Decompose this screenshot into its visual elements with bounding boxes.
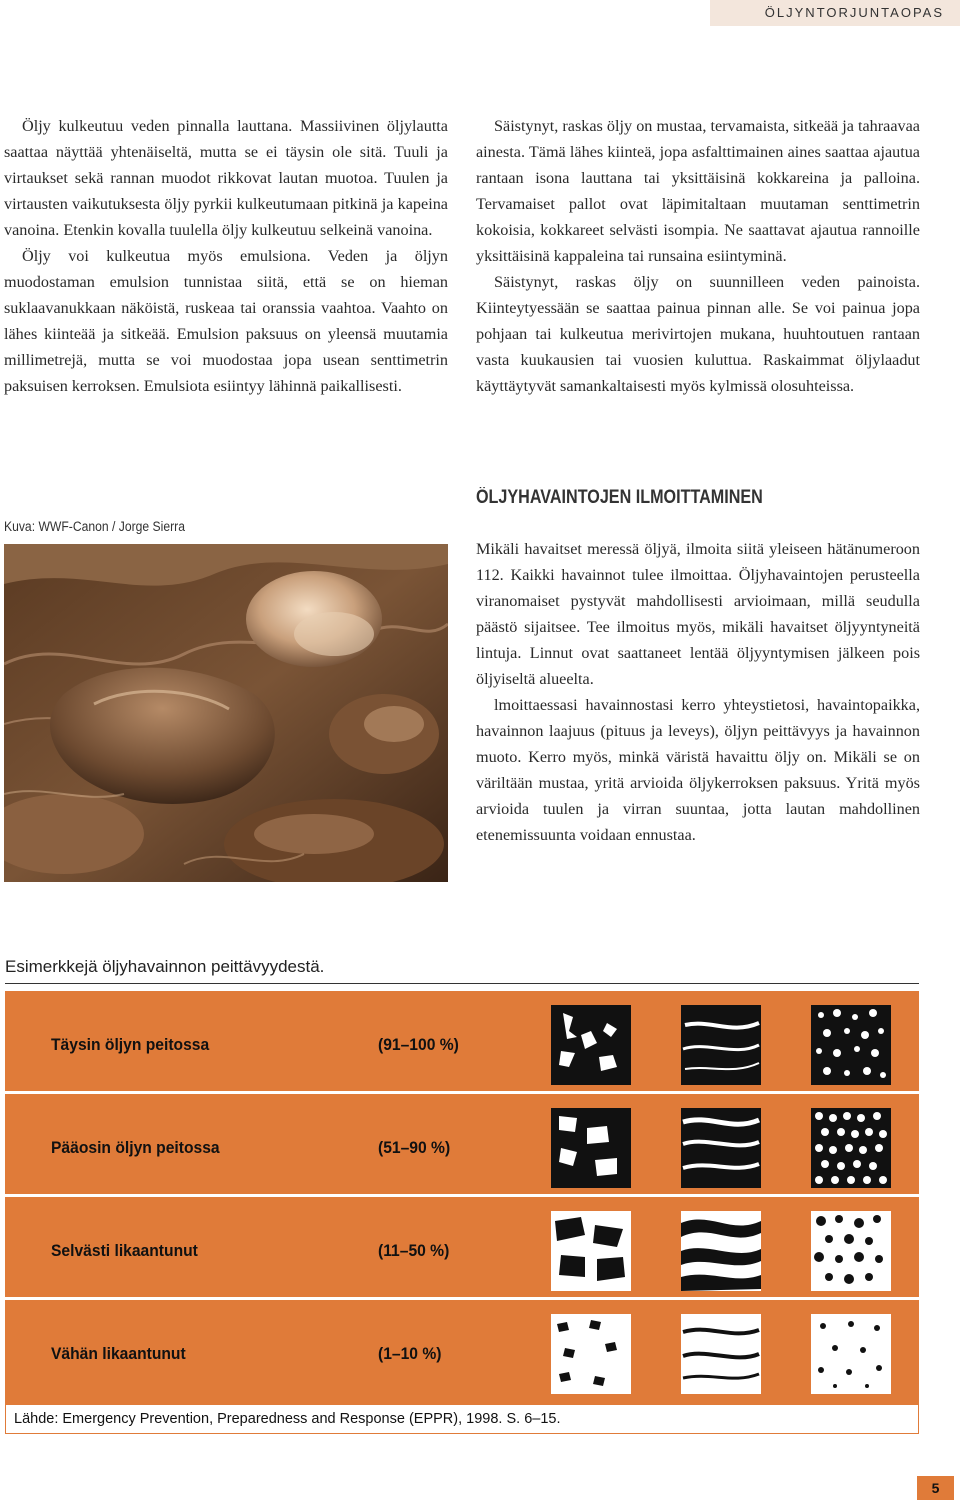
photo-caption: Kuva: WWF-Canon / Jorge Sierra bbox=[4, 519, 185, 534]
coverage-table-title: Esimerkkejä öljyhavainnon peittävyydestä. bbox=[5, 957, 325, 976]
pattern-lines-icon bbox=[681, 1314, 761, 1394]
source-citation: Lähde: Emergency Prevention, Preparedness and Response (EPPR), 1998. S. 6–15. bbox=[14, 1411, 561, 1427]
pattern-streaks-icon bbox=[551, 1314, 631, 1394]
paragraph: Öljy kulkeutuu veden pinnalla lauttana. Massiivinen öljylautta saattaa näyttää yhtenäiseltä, mutta se ei täysin ole sitä. Tuuli ja virtaukset sekä rannan muodot rikkovat lautan muotoa. Tuulen ja virtausten vaikutuksesta öljy pyrkii kulkeutumaan pitkinä ja kapeina vanoina. Etenkin kovalla tuulella öljy kulkeutuu selkeinä vanoina. bbox=[4, 117, 448, 239]
intro-left-column bbox=[4, 113, 448, 399]
coverage-row bbox=[5, 1300, 919, 1400]
oil-on-rocks-photo bbox=[4, 544, 448, 882]
coverage-label: Täysin öljyn peitossa bbox=[51, 1035, 210, 1054]
pattern-dots-icon bbox=[811, 1108, 891, 1188]
pattern-streaks-icon bbox=[551, 1108, 631, 1188]
paragraph: lmoittaessasi havainnostasi kerro yhteystietosi, havaintopaikka, havainnon laajuus (pituus ja leveys), öljyn peittävyys ja havainnon muoto. Kerro myös, minkä väristä havaittu öljy on. Mikäli se on väriltään mustaa, yritä arvioida öljykerroksen paksuus. Yritä myös arvioida tuulen ja virran suuntaa, jotta lautan mahdollinen etenemissuunta voidaan ennustaa. bbox=[476, 696, 920, 844]
divider bbox=[5, 983, 919, 984]
reporting-column bbox=[476, 536, 920, 848]
coverage-label: Pääosin öljyn peitossa bbox=[51, 1138, 220, 1157]
paragraph: Säistynyt, raskas öljy on mustaa, tervamaista, sitkeää ja tahraavaa ainesta. Tämä lähes kiinteä, jopa asfalttimainen aines saattaa ajautua rantaan isona lauttana tai yksittäisinä kokkareina ja palloina. Tervamaiset pallot ovat läpimitaltaan muutaman senttimetrin kokoisia, kokkareet selvästi isompia. Ne saattavat ajautua rannoille yksittäisinä kappaleina tai runsaina esiintyminä. bbox=[476, 117, 920, 265]
coverage-label: Selvästi likaantunut bbox=[51, 1241, 198, 1260]
header-title: ÖLJYNTORJUNTAOPAS bbox=[764, 5, 944, 20]
pattern-dots-icon bbox=[811, 1314, 891, 1394]
pattern-lines-icon bbox=[681, 1108, 761, 1188]
coverage-range: (51–90 %) bbox=[378, 1138, 451, 1157]
coverage-range: (91–100 %) bbox=[378, 1035, 459, 1054]
paragraph: Säistynyt, raskas öljy on suunnilleen veden painoista. Kiinteytyessään se saattaa painua pinnan alle. Se voi painua jopa pohjaan tai kulkeutua merivirtojen mukana, huuhtoutuen rantaan vasta kuukausien tai vuosien kuluttua. Raskaimmat öljylaadut käyttäytyvät samankaltaisesti myös kylmissä olosuhteissa. bbox=[476, 273, 920, 395]
paragraph: Öljy voi kulkeutua myös emulsiona. Veden ja öljyn muodostaman emulsion tunnistaa siitä, että se on hieman suklaavanukkaan näköistä, ruskeaa tai oranssia vaahtoa. Vaahto on lähes kiinteää ja sitkeää. Emulsion paksuus on yleensä muutamia millimetrejä, mutta se voi muodostaa jopa usean senttimetrin paksuisen kerroksen. Emulsiota esiintyy lähinnä paikallisesti. bbox=[4, 247, 448, 395]
pattern-streaks-icon bbox=[551, 1211, 631, 1291]
coverage-row bbox=[5, 991, 919, 1091]
coverage-range: (1–10 %) bbox=[378, 1344, 442, 1363]
pattern-streaks-icon bbox=[551, 1005, 631, 1085]
coverage-row bbox=[5, 1094, 919, 1194]
pattern-dots-icon bbox=[811, 1005, 891, 1085]
coverage-label: Vähän likaantunut bbox=[51, 1344, 186, 1363]
section-title: ÖLJYHAVAINTOJEN ILMOITTAMINEN bbox=[476, 487, 763, 508]
coverage-row bbox=[5, 1197, 919, 1297]
page-number: 5 bbox=[917, 1476, 954, 1500]
pattern-lines-icon bbox=[681, 1005, 761, 1085]
paragraph: Mikäli havaitset meressä öljyä, ilmoita siitä yleiseen hätänumeroon 112. Kaikki havainnot tulee ilmoittaa. Öljyhavaintojen perusteella viranomaiset pystyvät mahdollisesti arvioimaan, millä seudulla päästö sijaitsee. Tee ilmoitus myös, mikäli havaitset öljyyntyneitä lintuja. Linnut ovat saattaneet lentää öljyyntymisen jälkeen pois öljyiseltä alueelta. bbox=[476, 540, 920, 688]
running-header bbox=[710, 0, 960, 26]
coverage-table bbox=[5, 991, 919, 1434]
intro-right-column bbox=[476, 113, 920, 399]
source-bar bbox=[5, 1404, 919, 1434]
coverage-range: (11–50 %) bbox=[378, 1241, 450, 1260]
pattern-lines-icon bbox=[681, 1211, 761, 1291]
pattern-dots-icon bbox=[811, 1211, 891, 1291]
